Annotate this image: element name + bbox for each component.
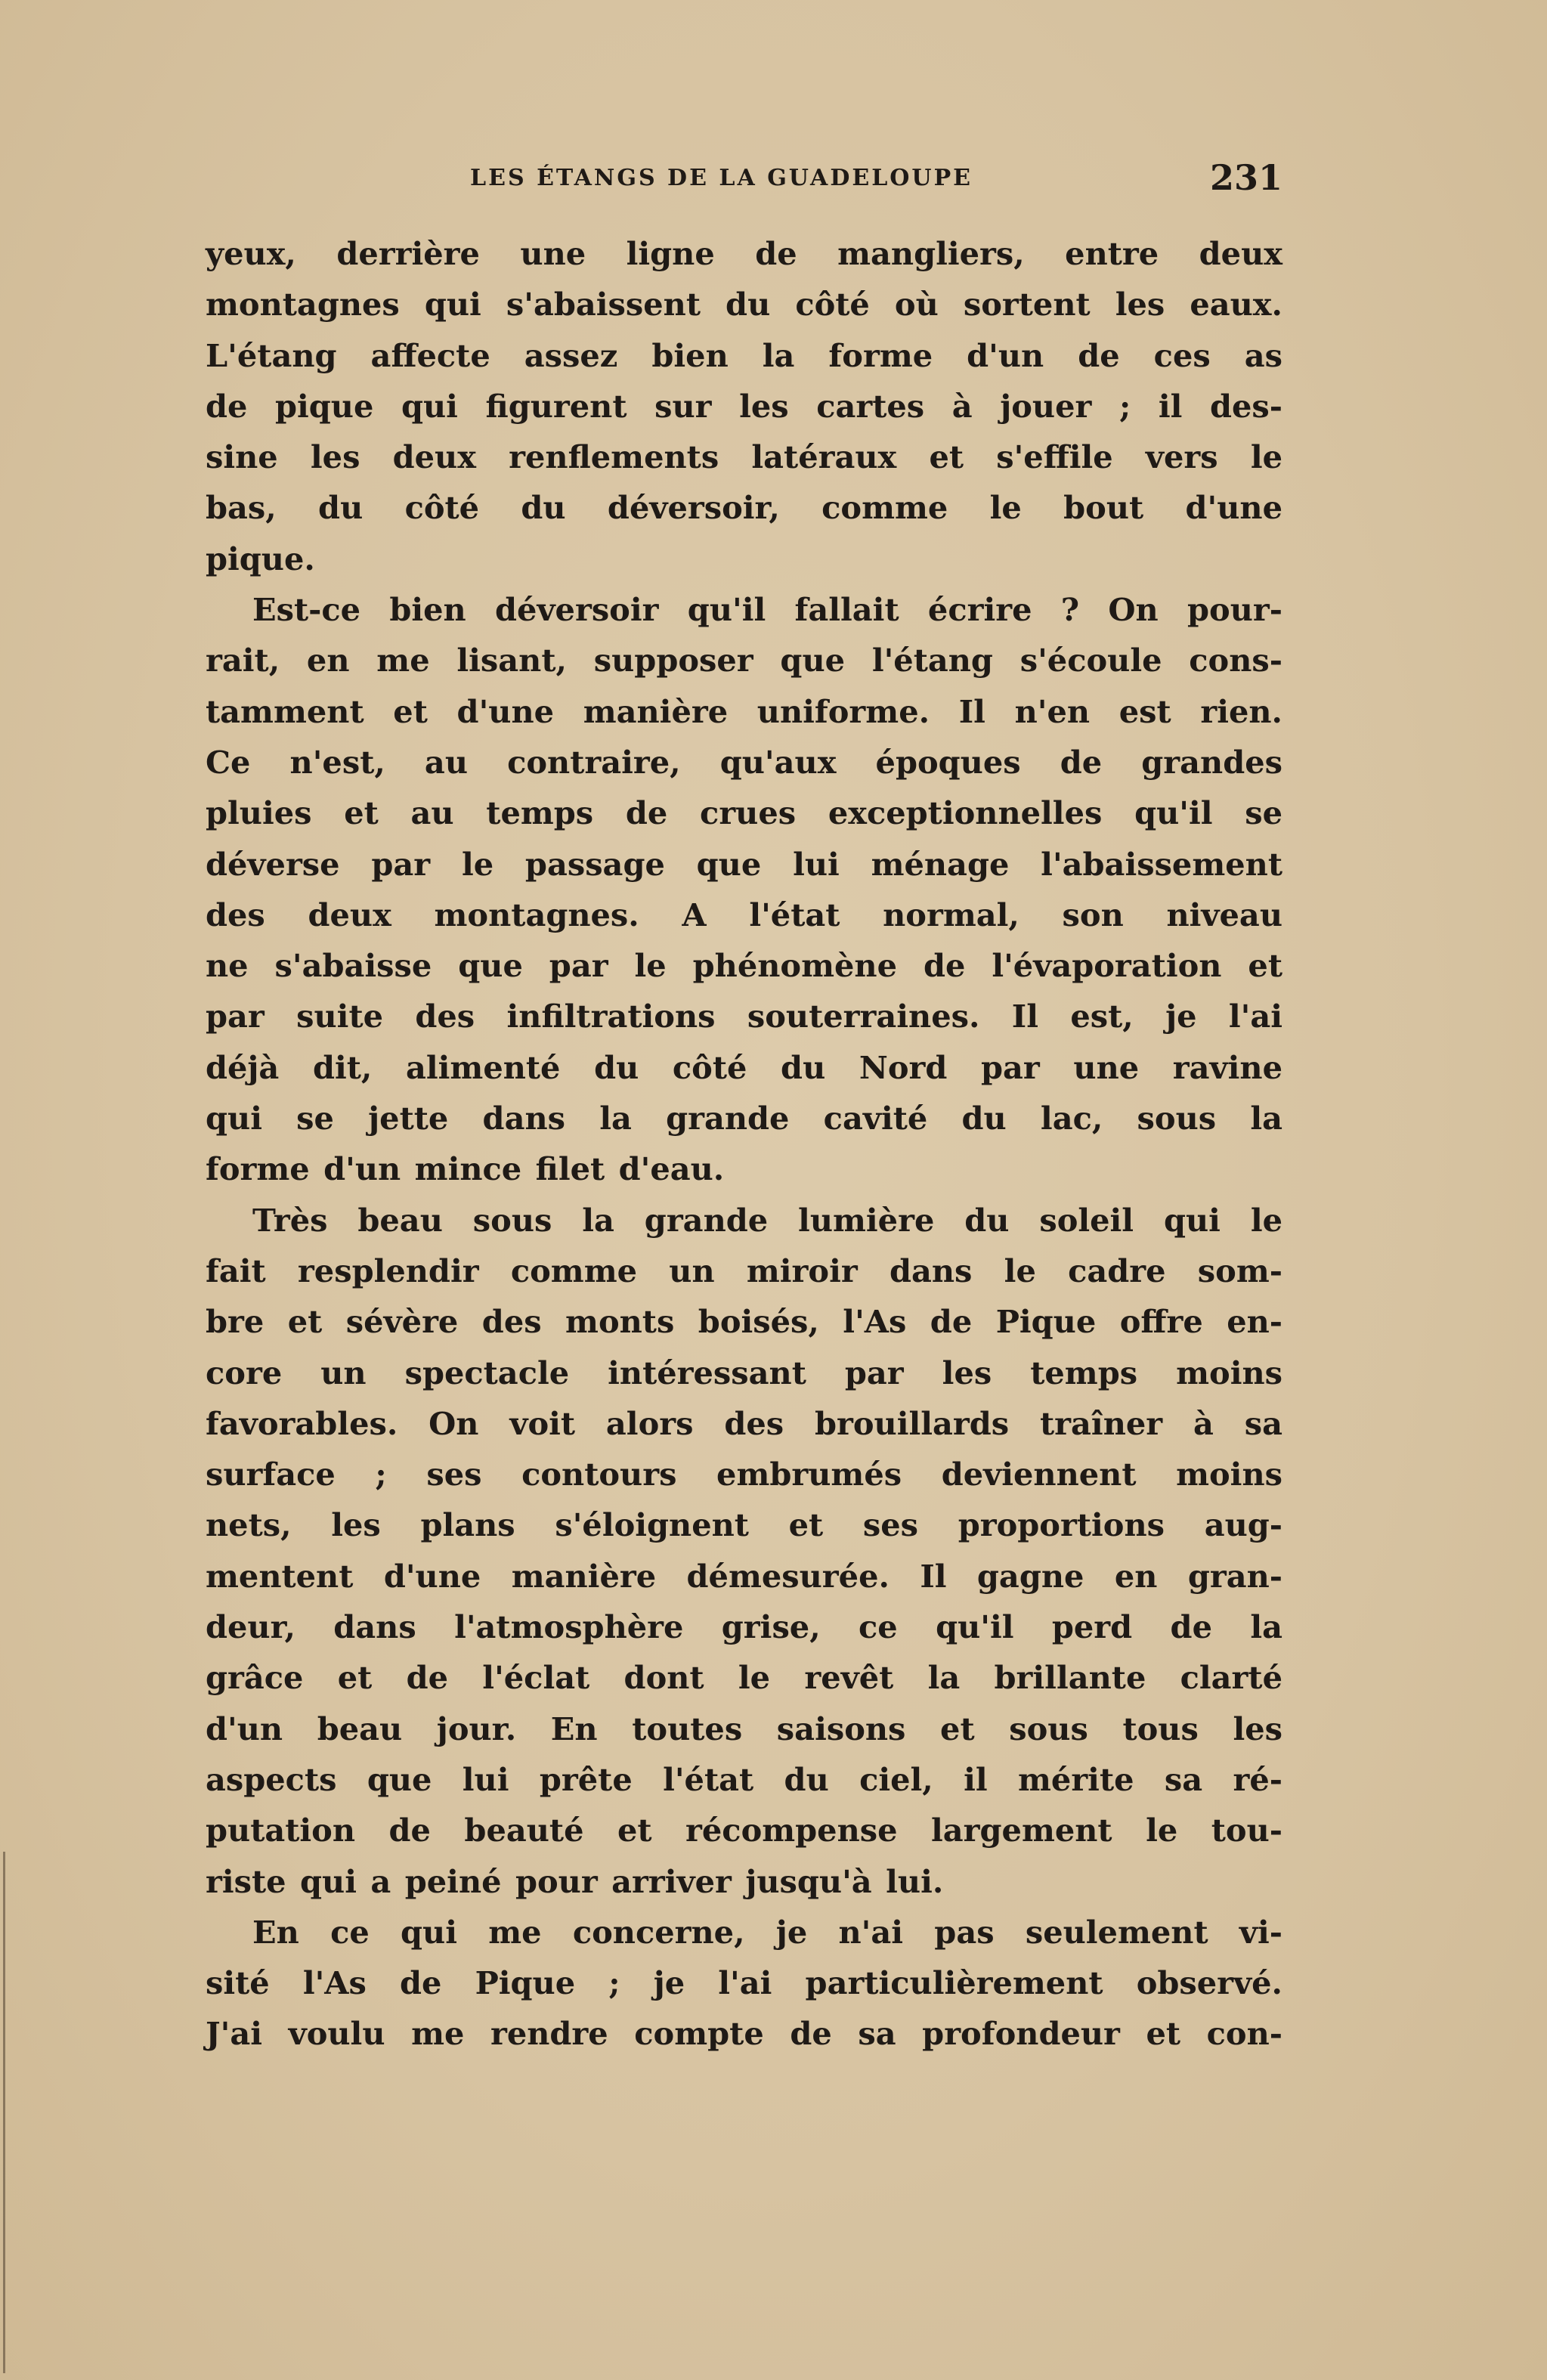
running-title: LES ÉTANGS DE LA GUADELOUPE [470,165,973,191]
text-line: J'ai voulu me rendre compte de sa profondeur et con- [206,2015,1282,2053]
text-line: bre et sévère des monts boisés, l'As de Pique offre en- [206,1303,1282,1341]
page-header [206,157,1282,203]
text-line: montagnes qui s'abaissent du côté où sortent les eaux. [206,286,1282,323]
text-line: grâce et de l'éclat dont le revêt la brillante clarté [206,1659,1282,1697]
paragraph-2 [206,584,1282,1195]
text-line: L'étang affecte assez bien la forme d'un de ces as [206,336,1282,374]
text-line: qui se jette dans la grande cavité du lac, sous la [206,1100,1282,1137]
text-line: aspects que lui prête l'état du ciel, il mérite sa ré- [206,1760,1282,1798]
text-line: Ce n'est, au contraire, qu'aux époques de grandes [206,743,1282,781]
text-line: d'un beau jour. En toutes saisons et sous tous les [206,1710,1282,1747]
text-line: pique. [206,540,315,577]
text-line: sité l'As de Pique ; je l'ai particulièrement observé. [206,1964,1282,2002]
text-line: Est-ce bien déversoir qu'il fallait écrire ? On pour- [252,591,1282,629]
paragraph-1 [206,228,1282,584]
text-line: mentent d'une manière démesurée. Il gagne en gran- [206,1557,1282,1595]
text-line: sine les deux renflements latéraux et s'effile vers le [206,438,1282,476]
paragraph-3 [206,1195,1282,1907]
text-line: pluies et au temps de crues exceptionnelles qu'il se [206,794,1282,832]
text-line: yeux, derrière une ligne de mangliers, entre deux [206,235,1282,272]
text-line: core un spectacle intéressant par les temps moins [206,1354,1282,1391]
text-line: ne s'abaisse que par le phénomène de l'évaporation et [206,947,1282,985]
text-line: En ce qui me concerne, je n'ai pas seulement vi- [252,1913,1282,1951]
text-line: de pique qui figurent sur les cartes à jouer ; il des- [206,387,1282,425]
text-line: déverse par le passage que lui ménage l'abaissement [206,845,1282,883]
text-line: surface ; ses contours embrumés deviennent moins [206,1456,1282,1493]
text-line: favorables. On voit alors des brouillards traîner à sa [206,1404,1282,1442]
text-line: fait resplendir comme un miroir dans le cadre som- [206,1252,1282,1289]
text-line: tamment et d'une manière uniforme. Il n'en est rien. [206,692,1282,730]
text-line: Très beau sous la grande lumière du soleil qui le [252,1201,1282,1239]
text-line: putation de beauté et récompense largement le tou- [206,1812,1282,1849]
page-number: 231 [1209,157,1282,198]
text-line: déjà dit, alimenté du côté du Nord par une ravine [206,1048,1282,1086]
text-line: par suite des infiltrations souterraines. Il est, je l'ai [206,998,1282,1035]
text-line: nets, les plans s'éloignent et ses proportions aug- [206,1506,1282,1544]
text-line: bas, du côté du déversoir, comme le bout d'une [206,489,1282,527]
text-line: des deux montagnes. A l'état normal, son niveau [206,896,1282,933]
page-edge-line [3,1852,5,2373]
body-text [206,228,1282,2060]
text-line: rait, en me lisant, supposer que l'étang s'écoule cons- [206,642,1282,679]
text-line: deur, dans l'atmosphère grise, ce qu'il perd de la [206,1608,1282,1646]
text-line: forme d'un mince filet d'eau. [206,1150,725,1188]
paragraph-4 [206,1907,1282,2060]
text-line: riste qui a peiné pour arriver jusqu'à lui. [206,1862,944,1900]
